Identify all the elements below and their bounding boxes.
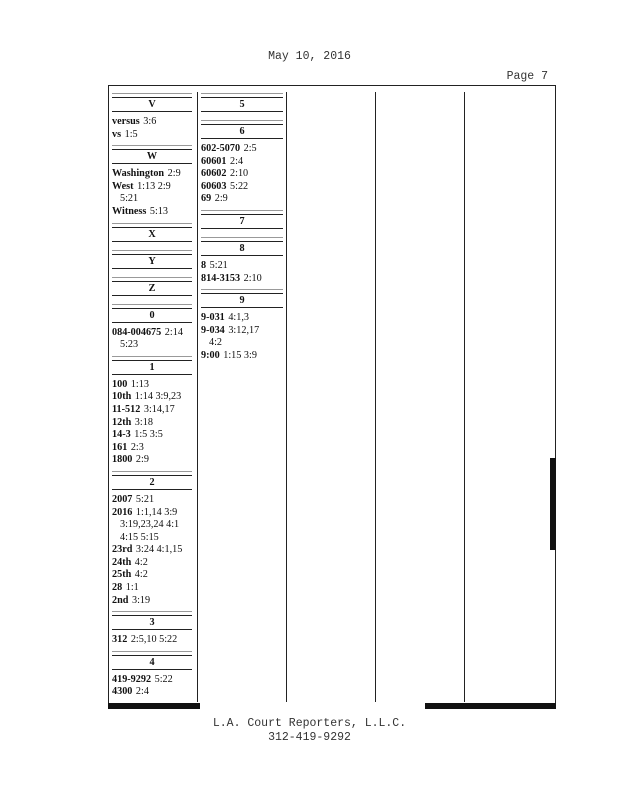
index-word: 419-9292 xyxy=(112,673,152,685)
index-letter-heading: 0 xyxy=(112,308,192,323)
column-divider xyxy=(375,92,376,702)
index-word: 161 xyxy=(112,441,128,453)
bottom-bar-right xyxy=(425,703,556,709)
index-word: 23rd xyxy=(112,544,133,556)
index-word: 2016 xyxy=(112,506,133,518)
footer-company: L.A. Court Reporters, L.L.C. xyxy=(212,717,407,730)
index-word: 25th xyxy=(112,569,132,581)
index-letter-heading: 3 xyxy=(112,615,192,630)
index-citation: 2:5,10 5:22 xyxy=(130,634,178,646)
index-word: 24th xyxy=(112,556,132,568)
index-citation-continued: 4:2 xyxy=(209,337,223,349)
index-letter-heading: 7 xyxy=(201,214,283,229)
column-divider xyxy=(464,92,465,702)
column-divider xyxy=(286,92,287,702)
index-citation: 2:4 xyxy=(135,686,149,698)
index-entry xyxy=(201,168,283,181)
index-citation: 1:5 xyxy=(124,128,138,140)
index-citation: 5:21 xyxy=(135,493,155,505)
index-entry xyxy=(112,544,192,557)
index-entry xyxy=(112,129,192,142)
index-letter-heading: 8 xyxy=(201,241,283,256)
index-word: 11-512 xyxy=(112,403,141,415)
index-citation: 2:10 xyxy=(243,272,262,284)
index-word: 28 xyxy=(112,582,123,594)
index-word: vs xyxy=(112,128,122,140)
index-entry xyxy=(112,582,192,595)
index-entry xyxy=(112,206,192,219)
index-entry xyxy=(112,507,192,520)
index-entry xyxy=(112,116,192,129)
index-word: 100 xyxy=(112,378,128,390)
index-letter-heading: V xyxy=(112,97,192,112)
index-citation: 3:14,17 xyxy=(143,403,175,415)
index-letter-heading: 9 xyxy=(201,293,283,308)
index-entry xyxy=(112,686,192,699)
index-citation: 2:9 xyxy=(167,168,181,180)
index-word: 9-034 xyxy=(201,324,225,336)
index-word: 10th xyxy=(112,391,132,403)
index-word: 9:00 xyxy=(201,349,220,361)
page-number: Page 7 xyxy=(506,70,548,83)
index-entry xyxy=(112,569,192,582)
index-citation: 1:1,14 3:9 xyxy=(135,506,178,518)
index-entry xyxy=(112,494,192,507)
index-entry xyxy=(201,181,283,194)
index-entry xyxy=(201,325,283,338)
index-citation: 5:21 xyxy=(209,259,228,271)
index-citation: 2:10 xyxy=(230,168,249,180)
section-gap xyxy=(201,363,283,368)
index-entry xyxy=(201,312,283,325)
index-citation: 3:19 xyxy=(131,594,151,606)
index-citation: 1:13 xyxy=(130,378,149,390)
index-column-1 xyxy=(112,94,192,704)
index-entry xyxy=(112,674,192,687)
index-entry xyxy=(112,168,192,181)
index-citation: 2:9 xyxy=(214,193,228,205)
footer-phone: 312-419-9292 xyxy=(268,731,351,744)
index-word: West xyxy=(112,180,134,192)
index-letter-heading: 1 xyxy=(112,360,192,375)
index-entry xyxy=(112,442,192,455)
index-letter-heading: 5 xyxy=(201,97,283,112)
side-marker xyxy=(550,458,556,550)
index-citation: 2:14 xyxy=(164,326,183,338)
index-word: 69 xyxy=(201,193,212,205)
index-citation: 3:6 xyxy=(143,116,157,127)
index-word: versus xyxy=(112,116,140,127)
index-word: Witness xyxy=(112,205,147,217)
index-citation: 4:2 xyxy=(134,569,148,581)
index-word: 14-3 xyxy=(112,429,131,441)
index-word: 9-031 xyxy=(201,312,225,324)
index-citation: 4:2 xyxy=(134,556,148,568)
index-entry xyxy=(201,273,283,286)
index-entry xyxy=(112,595,192,608)
index-citation-continued: 5:23 xyxy=(120,339,139,351)
index-citation: 3:18 xyxy=(134,416,153,428)
index-word: 814-3153 xyxy=(201,272,241,284)
index-entry xyxy=(112,379,192,392)
index-entry xyxy=(112,327,192,340)
index-word: 312 xyxy=(112,634,128,646)
index-letter-heading: 6 xyxy=(201,124,283,139)
index-letter-heading: Z xyxy=(112,281,192,296)
index-citation: 1:1 xyxy=(125,582,139,594)
column-divider xyxy=(197,92,198,702)
index-entry xyxy=(201,143,283,156)
header-date: May 10, 2016 xyxy=(268,50,351,63)
index-entry xyxy=(112,454,192,467)
index-citation: 2:9 xyxy=(135,454,149,466)
index-entry xyxy=(112,391,192,404)
index-citation: 2:3 xyxy=(130,441,144,453)
index-entry xyxy=(201,260,283,273)
index-word: 084-004675 xyxy=(112,326,162,338)
index-word: 602-5070 xyxy=(201,143,241,154)
index-entry xyxy=(201,350,283,363)
index-column-2 xyxy=(201,94,283,368)
index-word: 2007 xyxy=(112,493,133,505)
index-letter-heading: 4 xyxy=(112,655,192,670)
index-citation: 5:22 xyxy=(154,673,173,685)
index-entry xyxy=(201,193,283,206)
index-letter-heading: Y xyxy=(112,254,192,269)
index-entry xyxy=(201,156,283,169)
index-entry xyxy=(112,634,192,647)
index-word: 60603 xyxy=(201,180,227,192)
index-citation: 3:24 4:1,15 xyxy=(135,544,183,556)
index-citation: 5:13 xyxy=(149,205,169,217)
index-entry xyxy=(112,429,192,442)
index-word: 60601 xyxy=(201,155,227,167)
index-entry xyxy=(112,557,192,570)
index-citation-continued: 3:19,23,24 4:1 xyxy=(120,519,180,531)
index-letter-heading: X xyxy=(112,227,192,242)
index-word: 8 xyxy=(201,259,207,271)
index-citation: 2:5 xyxy=(243,143,257,154)
index-citation-continued: 5:21 xyxy=(120,193,139,205)
index-letter-heading: W xyxy=(112,149,192,164)
index-citation: 2:4 xyxy=(230,155,244,167)
index-citation: 1:15 3:9 xyxy=(223,349,257,361)
index-entry xyxy=(112,417,192,430)
index-entry xyxy=(112,404,192,417)
index-word: 1800 xyxy=(112,454,133,466)
index-citation: 1:13 2:9 xyxy=(137,180,171,192)
index-citation: 1:14 3:9,23 xyxy=(134,391,182,403)
index-word: 2nd xyxy=(112,594,129,606)
index-entry xyxy=(112,181,192,194)
index-citation: 4:1,3 xyxy=(228,312,249,324)
section-gap xyxy=(112,699,192,704)
index-word: Washington xyxy=(112,168,165,180)
index-citation: 3:12,17 xyxy=(228,324,260,336)
index-citation-continued: 4:15 5:15 xyxy=(120,531,159,543)
index-letter-heading: 2 xyxy=(112,475,192,490)
index-citation: 1:5 3:5 xyxy=(134,429,163,441)
index-word: 12th xyxy=(112,416,132,428)
index-word: 4300 xyxy=(112,686,133,698)
index-word: 60602 xyxy=(201,168,227,180)
index-citation: 5:22 xyxy=(230,180,249,192)
